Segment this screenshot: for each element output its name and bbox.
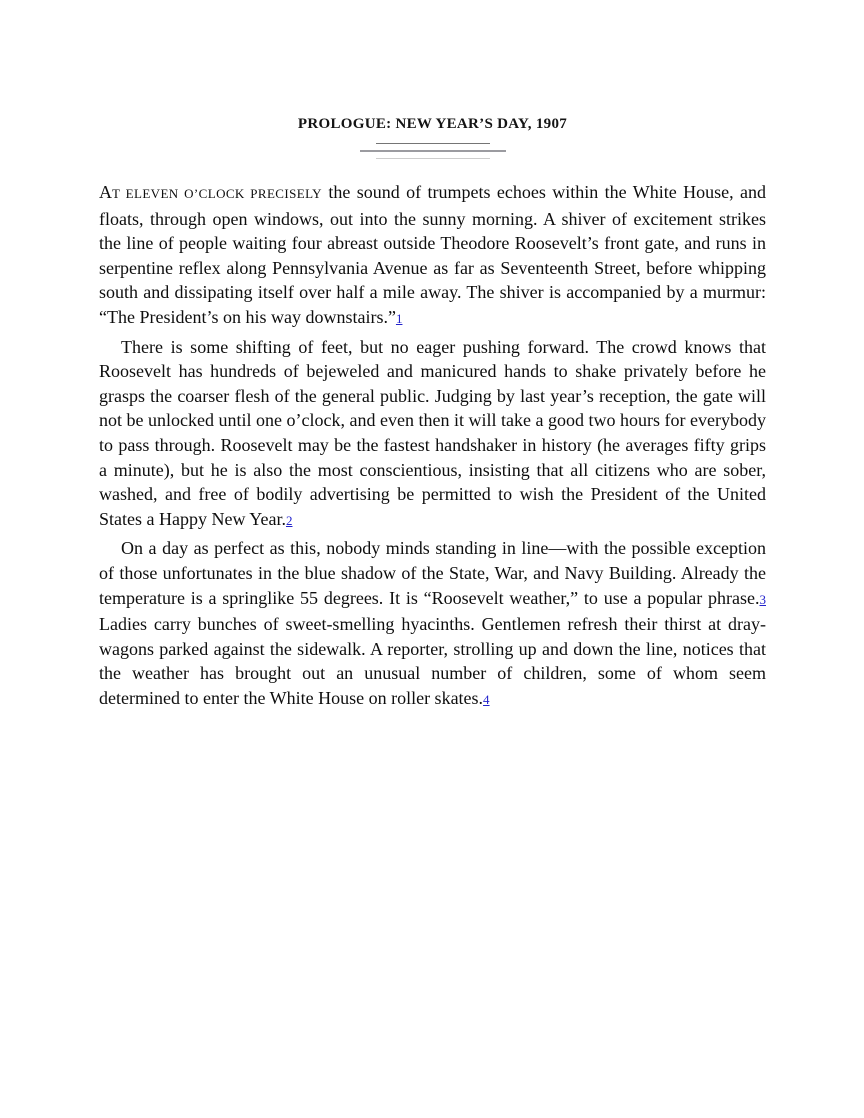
chapter-title: PROLOGUE: NEW YEAR’S DAY, 1907 xyxy=(297,116,568,132)
footnote-link-2[interactable]: 2 xyxy=(285,512,293,528)
divider-line-bottom xyxy=(376,158,490,159)
footnote-link-1[interactable]: 1 xyxy=(395,310,403,326)
paragraph-3 xyxy=(99,536,766,712)
footnote-link-3[interactable]: 3 xyxy=(759,591,766,607)
paragraph-1 xyxy=(99,180,766,332)
paragraph-text: There is some shifting of feet, but no eager pushing forward. The crowd knows that Roosevelt has hundreds of bejeweled and manicured hands to shake privately before he grasps the coarser flesh of the general public. Judging by last year’s reception, the gate will not be unlocked until one o’clock, and even then it will take a good two hours for everybody to pass through. Roosevelt may be the fastest handshaker in history (he averages fifty grips a minute), but he is also the most conscientious, insisting that all citizens who are sober, washed, and free of bodily advertising be permitted to wish the President of the United States a Happy New Year. xyxy=(99,336,766,529)
paragraph-2 xyxy=(99,335,766,534)
paragraph-text: the sound of trumpets echoes within the White House, and floats, through open windows, out into the sunny morning. A shiver of excitement strikes the line of people waiting four abreast outside Theodore Roosevelt’s front gate, and runs in serpentine reflex along Pennsylvania Avenue as far as Seventeenth Street, before whipping south and dissipating itself over half a mile away. The shiver is accompanied by a murmur: “The President’s on his way downstairs.” xyxy=(99,182,766,327)
paragraph-text: Ladies carry bunches of sweet-smelling hyacinths. Gentlemen refresh their thirst at dray-wagons parked against the sidewalk. A reporter, strolling up and down the line, notices that the weather has brought out an unusual number of children, some of whom seem determined to enter the White House on roller skates. xyxy=(99,614,766,708)
footnote-link-4[interactable]: 4 xyxy=(483,691,490,707)
small-caps-lead-in: T ELEVEN O’CLOCK PRECISELY xyxy=(112,186,322,201)
paragraph-text: On a day as perfect as this, nobody minds standing in line—with the possible exception of those unfortunates in the blue shadow of the State, War, and Navy Building. Already the temperature is a springlike 55 degrees. It is “Roosevelt weather,” to use a popular phrase. xyxy=(99,538,766,608)
lead-capital: A xyxy=(99,182,112,202)
divider-line-middle xyxy=(360,150,506,152)
divider-line-top xyxy=(376,143,490,144)
chapter-divider xyxy=(99,143,766,159)
